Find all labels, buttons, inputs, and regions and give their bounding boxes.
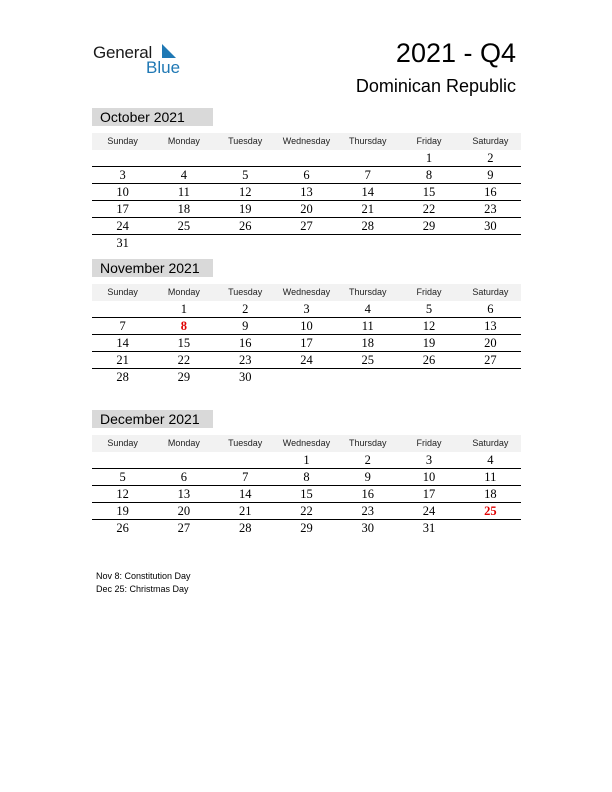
week-row (92, 218, 521, 235)
month-december (92, 410, 521, 536)
weekday-label: Friday (416, 287, 442, 297)
weekday-label: Sunday (107, 438, 138, 448)
day-cell: 22 (177, 353, 191, 367)
day-cell: 28 (238, 521, 252, 535)
week-row (92, 167, 521, 184)
weekday-label: Wednesday (282, 136, 331, 146)
day-cell: 16 (484, 185, 497, 199)
day-cell: 17 (422, 487, 436, 501)
day-cell: 15 (422, 185, 436, 199)
weekday-label: Tuesday (228, 438, 263, 448)
week-row (92, 235, 521, 251)
week-row (92, 184, 521, 201)
weekday-label: Sunday (107, 136, 138, 146)
weekday-label: Tuesday (228, 136, 263, 146)
day-cell: 19 (238, 202, 252, 216)
day-cell: 10 (422, 470, 436, 484)
day-cell: 9 (487, 168, 494, 182)
day-cell: 25 (361, 353, 375, 367)
day-cell (398, 369, 459, 385)
day-cell: 11 (361, 319, 374, 333)
month-header: October 2021 (92, 108, 213, 126)
weekday-label: Thursday (349, 438, 387, 448)
week-row (92, 486, 521, 503)
weekday-label: Saturday (472, 438, 509, 448)
day-cell: 26 (238, 219, 252, 233)
day-cell (337, 235, 398, 251)
day-cell: 5 (242, 168, 249, 182)
logo-blue-text: Blue (146, 58, 181, 77)
day-cell: 20 (177, 504, 191, 518)
day-cell (215, 235, 276, 251)
day-cell: 14 (361, 185, 375, 199)
day-cell: 31 (116, 236, 129, 250)
day-cell: 31 (422, 521, 436, 535)
page-title: 2021 - Q4 (395, 38, 516, 68)
weekday-label: Sunday (107, 287, 138, 297)
day-cell: 8 (303, 470, 310, 484)
day-cell: 12 (238, 185, 252, 199)
logo-triangle-icon (162, 44, 176, 58)
day-cell: 29 (300, 521, 313, 535)
day-cell: 10 (300, 319, 313, 333)
day-cell: 13 (177, 487, 191, 501)
day-cell: 22 (300, 504, 313, 518)
day-cell: 3 (425, 453, 433, 467)
week-row (92, 150, 521, 167)
day-cell: 6 (487, 302, 494, 316)
day-cell: 21 (116, 353, 129, 367)
day-cell: 27 (484, 353, 497, 367)
day-cell (153, 235, 214, 251)
weekday-label: Friday (416, 136, 442, 146)
day-cell: 30 (238, 370, 252, 384)
weekday-label: Wednesday (282, 287, 331, 297)
day-cell: 2 (242, 302, 249, 316)
weeks (92, 301, 521, 385)
day-cell: 4 (364, 302, 371, 316)
weekday-label: Monday (167, 287, 200, 297)
day-cell: 19 (422, 336, 436, 350)
holiday-note: Nov 8: Constitution Day (96, 571, 191, 581)
day-cell: 28 (116, 370, 129, 384)
day-cell: 12 (116, 487, 129, 501)
month-header: November 2021 (92, 259, 213, 277)
day-cell: 2 (364, 453, 371, 467)
week-row (92, 201, 521, 218)
day-cell: 25 (177, 219, 191, 233)
weekday-row (92, 435, 521, 452)
weekday-label: Monday (167, 438, 200, 448)
day-cell (215, 150, 276, 166)
day-cell: 9 (242, 319, 249, 333)
day-cell: 27 (177, 521, 191, 535)
country-name: Dominican Republic (355, 76, 516, 96)
day-cell: 7 (242, 470, 249, 484)
day-cell: 3 (303, 302, 310, 316)
day-cell: 23 (238, 353, 252, 367)
day-cell: 17 (116, 202, 129, 216)
day-cell: 30 (484, 219, 497, 233)
day-cell (92, 452, 153, 468)
day-cell (337, 150, 398, 166)
day-cell (215, 452, 276, 468)
day-cell: 5 (425, 302, 433, 316)
day-cell: 28 (361, 219, 375, 233)
week-row (92, 503, 521, 520)
day-cell: 22 (422, 202, 436, 216)
month-november (92, 259, 521, 385)
weekday-label: Thursday (349, 136, 387, 146)
logo (93, 40, 193, 80)
day-cell (153, 452, 214, 468)
day-cell (276, 235, 337, 251)
week-row (92, 352, 521, 369)
day-cell (276, 150, 337, 166)
day-cell: 8 (425, 168, 433, 182)
day-cell: 20 (484, 336, 497, 350)
holiday-day-cell: 8 (180, 319, 188, 333)
day-cell: 15 (300, 487, 313, 501)
day-cell: 18 (484, 487, 497, 501)
day-cell: 16 (361, 487, 375, 501)
day-cell: 4 (180, 168, 188, 182)
day-cell: 24 (116, 219, 129, 233)
week-row (92, 469, 521, 486)
day-cell: 18 (361, 336, 375, 350)
week-row (92, 452, 521, 469)
day-cell (460, 369, 521, 385)
day-cell (92, 301, 153, 317)
day-cell (153, 150, 214, 166)
day-cell: 23 (484, 202, 497, 216)
weekday-label: Saturday (472, 136, 509, 146)
weekday-label: Friday (416, 438, 442, 448)
day-cell: 11 (177, 185, 190, 199)
day-cell: 30 (361, 521, 375, 535)
day-cell: 1 (180, 302, 188, 316)
day-cell: 26 (116, 521, 129, 535)
day-cell: 26 (422, 353, 436, 367)
day-cell (92, 150, 153, 166)
day-cell: 6 (180, 470, 188, 484)
month-header: December 2021 (92, 410, 213, 428)
day-cell: 14 (116, 336, 129, 350)
weekday-label: Saturday (472, 287, 509, 297)
day-cell (460, 235, 521, 251)
weekday-row (92, 133, 521, 150)
week-row (92, 520, 521, 536)
day-cell: 2 (487, 151, 494, 165)
day-cell (460, 520, 521, 536)
holiday-note: Dec 25: Christmas Day (96, 584, 189, 594)
day-cell: 4 (487, 453, 494, 467)
day-cell: 7 (119, 319, 126, 333)
day-cell: 6 (303, 168, 310, 182)
week-row (92, 369, 521, 385)
weekday-label: Wednesday (282, 438, 331, 448)
day-cell: 13 (300, 185, 313, 199)
day-cell: 16 (238, 336, 252, 350)
week-row (92, 301, 521, 318)
day-cell: 12 (422, 319, 436, 333)
week-row (92, 335, 521, 352)
logo-general-text: General (93, 43, 153, 62)
day-cell: 29 (177, 370, 191, 384)
weekday-label: Thursday (349, 287, 387, 297)
day-cell (337, 369, 398, 385)
day-cell (276, 369, 337, 385)
weeks (92, 150, 521, 251)
weekday-label: Monday (167, 136, 200, 146)
week-row (92, 318, 521, 335)
day-cell: 1 (425, 151, 433, 165)
day-cell: 11 (484, 470, 497, 484)
day-cell: 24 (422, 504, 436, 518)
holiday-notes (96, 570, 191, 596)
weekday-label: Tuesday (228, 287, 263, 297)
holiday-day-cell: 25 (484, 504, 497, 518)
day-cell: 21 (238, 504, 252, 518)
day-cell: 14 (238, 487, 252, 501)
day-cell: 7 (364, 168, 371, 182)
day-cell: 5 (119, 470, 126, 484)
day-cell: 15 (177, 336, 191, 350)
day-cell: 20 (300, 202, 313, 216)
day-cell: 23 (361, 504, 375, 518)
day-cell: 21 (361, 202, 375, 216)
weekday-row (92, 284, 521, 301)
day-cell: 9 (364, 470, 371, 484)
day-cell: 17 (300, 336, 313, 350)
day-cell: 24 (300, 353, 313, 367)
day-cell: 19 (116, 504, 129, 518)
day-cell: 27 (300, 219, 313, 233)
day-cell: 13 (484, 319, 497, 333)
day-cell: 3 (119, 168, 126, 182)
day-cell: 29 (422, 219, 436, 233)
day-cell: 18 (177, 202, 191, 216)
day-cell: 10 (116, 185, 129, 199)
day-cell (398, 235, 459, 251)
weeks (92, 452, 521, 536)
month-october (92, 108, 521, 251)
day-cell: 1 (303, 453, 310, 467)
